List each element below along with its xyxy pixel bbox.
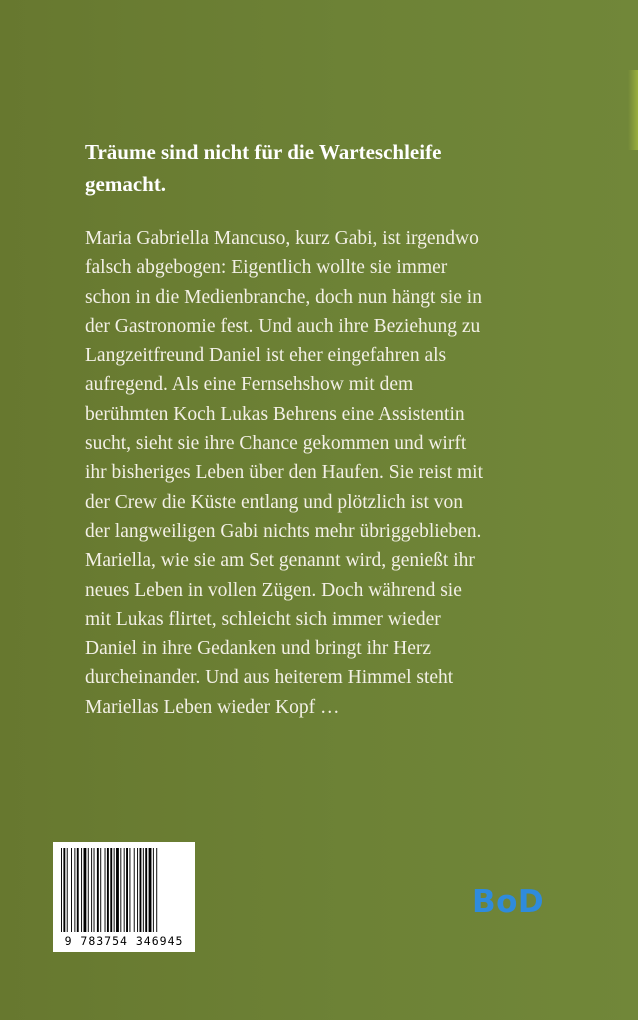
isbn-barcode <box>53 842 195 952</box>
cover-headline: Träume sind nicht für die Warteschleife gemacht. <box>85 140 442 196</box>
publisher-logo: BoD <box>472 884 545 920</box>
barcode-icon <box>59 848 189 932</box>
cover-blurb: Maria Gabriella Mancuso, kurz Gabi, ist irgendwo falsch abgebogen: Eigentlich wollte sie immer schon in die Medienbranche, doch nun hängt sie in der Gastronomie fest. Und auch ihre Beziehung zu Langzeitfreund Daniel ist eher eingefahren als aufregend. Als eine Fernsehshow mit dem berühmten Koch Lukas Behrens eine Assistentin sucht, sieht sie ihre Chance gekommen und wirft ihr bisheriges Leben über den Haufen. Sie reist mit der Crew die Küste entlang und plötzlich ist von der langweiligen Gabi nichts mehr übriggeblieben. Mariella, wie sie am Set genannt wird, genießt ihr neues Leben in vollen Zügen. Doch während sie mit Lukas flirtet, schleicht sich immer wieder Daniel in ihre Gedanken und bringt ihr Herz durcheinander. Und aus heiterem Himmel steht Mariellas Leben wieder Kopf … <box>85 228 484 718</box>
isbn-number: 9 783754 346945 <box>64 934 184 948</box>
cover-edge-highlight <box>628 70 638 150</box>
